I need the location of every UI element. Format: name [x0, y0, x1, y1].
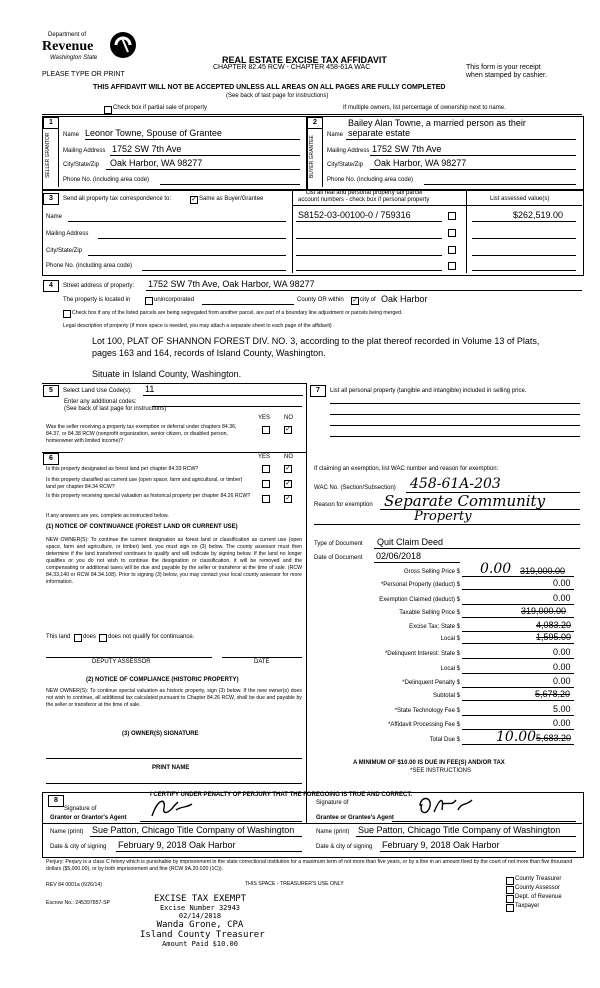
county-or-label: County OR within — [297, 297, 344, 303]
multiple-owners-note: If multiple owners, list percentage of ownership next to name. — [343, 105, 506, 111]
parcel-2-personal-checkbox[interactable] — [448, 229, 456, 237]
revenue-wordmark: Revenue — [42, 39, 94, 54]
subtotal-struck: 5,678.20 — [535, 689, 571, 699]
street-label: Street address of property: — [63, 283, 135, 289]
sec5-yes-header: YES — [258, 415, 271, 421]
partial-sale-checkbox[interactable] — [104, 106, 112, 114]
section-6-number: 6 — [43, 453, 59, 465]
notice-compliance-body: NEW OWNER(S): To continue special valuation as historic property, sign (3) below. If the new owner(s) does not wish to continue, all additional tax calculated pursuant to Chapter 84.26 RCW, shall be due and payable by the seller or transferor at the time of sale. — [46, 688, 302, 708]
does-checkbox[interactable] — [74, 634, 82, 642]
correspondence-city-label: City/State/Zip — [46, 248, 83, 254]
form-title: REAL ESTATE EXCISE TAX AFFIDAVIT — [222, 55, 387, 65]
sec5-no-checkbox[interactable]: ✓ — [285, 426, 291, 433]
unincorporated-label: unincorporated — [154, 297, 195, 303]
excise-state-struck: 4,083.20 — [536, 620, 572, 630]
owner-signature-title: (3) OWNER(S) SIGNATURE — [122, 731, 199, 737]
current-use-question: Is this property classified as current use (open space, farm and agricultural, or timber) land per chapter 84.34 RCW? — [46, 477, 243, 490]
grantor-date-label: Date & city of signing — [50, 844, 107, 850]
current-use-yes-checkbox[interactable] — [262, 480, 270, 488]
stamp-line-2: Excise Number 32943 — [159, 904, 241, 912]
buyer-name[interactable]: separate estate — [348, 128, 411, 138]
grantee-sig-label-2: Grantee or Grantee's Agent — [316, 815, 394, 821]
same-as-buyer-label: Same as Buyer/Grantee — [199, 196, 264, 202]
document-date[interactable]: 02/06/2018 — [376, 551, 422, 561]
does-not-label: does not qualify for continuance. — [108, 634, 195, 640]
legal-description-line-3[interactable]: Situate in Island County, Washington. — [92, 369, 242, 379]
section-2-number: 2 — [307, 117, 323, 129]
copy-county-assessor-checkbox[interactable] — [506, 886, 514, 894]
seller-name[interactable]: Leonor Towne, Spouse of Grantee — [85, 128, 222, 138]
personal-deduct[interactable]: 0.00 — [553, 578, 571, 588]
buyer-city[interactable]: Oak Harbor, WA 98277 — [374, 158, 467, 168]
located-in-label: The property is located in — [63, 297, 131, 303]
stamp-line-6: Amount Paid $10.00 — [162, 940, 238, 948]
grantor-signature-mark — [148, 796, 198, 820]
section-5-number: 5 — [43, 385, 59, 397]
exemption-claimed-label: Exemption Claimed (deduct) $ — [379, 597, 460, 603]
historic-yes-checkbox[interactable] — [262, 495, 270, 503]
city-of-checkbox[interactable]: ✓ — [352, 297, 358, 304]
seller-name-label: Name — [63, 132, 80, 138]
correspondence-phone-label: Phone No. (including area code) — [46, 263, 133, 269]
tech-fee[interactable]: 5.00 — [553, 704, 571, 714]
excise-state-label: Excise Tax: State $ — [409, 624, 460, 630]
parcel-3-personal-checkbox[interactable] — [448, 246, 456, 254]
escrow-number: Escrow No.: 245397857-SP — [46, 900, 111, 906]
stamp-line-3: 02/14/2018 — [178, 912, 222, 920]
grantor-sig-label-1: Signature of — [64, 806, 97, 812]
grantee-name-label: Name (print) — [316, 829, 350, 835]
dept-of: Department of — [48, 32, 87, 38]
grantor-name-label: Name (print) — [50, 829, 84, 835]
excise-local-label: Local $ — [440, 636, 460, 642]
total-due-label: Total Due $ — [429, 737, 460, 743]
exemption-claim-label: If claiming an exemption, list WAC number and reason for exemption: — [314, 466, 499, 472]
subtotal-label: Subtotal $ — [432, 693, 460, 699]
legal-description-label: Legal description of property (if more space is needed, you may attach a separate sheet to each page of the affidavit) — [63, 323, 332, 329]
buyer-name-line1[interactable]: Bailey Alan Towne, a married person as their — [348, 118, 526, 128]
does-label: does — [83, 634, 97, 640]
delinquent-state[interactable]: 0.00 — [553, 647, 571, 657]
affidavit-fee[interactable]: 0.00 — [553, 718, 571, 728]
delinquent-state-label: *Delinquent Interest: State $ — [384, 651, 460, 657]
reason-line-2[interactable]: Property — [414, 509, 472, 524]
sec5-yes-checkbox[interactable] — [262, 426, 270, 434]
section-7-number: 7 — [310, 385, 326, 397]
gross-handwritten[interactable]: 0.00 — [480, 561, 512, 577]
section-1-number: 1 — [43, 117, 59, 129]
historic-no-checkbox[interactable]: ✓ — [285, 495, 291, 502]
seller-mail[interactable]: 1752 SW 7th Ave — [112, 144, 182, 154]
land-use-code[interactable]: 11 — [145, 384, 155, 394]
deputy-assessor-label: DEPUTY ASSESSOR — [92, 659, 151, 665]
seller-side-label: SELLER GRANTOR — [45, 132, 51, 178]
buyer-mail[interactable]: 1752 SW 7th Ave — [372, 144, 442, 154]
delinquent-penalty-label: *Delinquent Penalty $ — [402, 680, 460, 686]
buyer-name-label: Name — [327, 132, 344, 138]
grantee-signature-mark — [414, 792, 478, 820]
total-due-handwritten[interactable]: 10.00 — [496, 729, 537, 745]
reason-label: Reason for exemption — [314, 502, 373, 508]
document-type-label: Type of Document — [314, 541, 363, 547]
exemption-question: Was the seller receiving a property tax exemption or deferral under chapters 84.36, 84.37, or 84.38 RCW (nonprofit organization, senior citizen, or disabled person, homeowner with limited income)? — [46, 424, 237, 444]
receipt-line-1: This form is your receipt — [466, 64, 541, 71]
this-land-label: This land — [46, 634, 71, 640]
sec6-yes-header: YES — [258, 454, 271, 460]
grantee-date-label: Date & city of signing — [316, 844, 373, 850]
taxable-struck: 319,000.00 — [521, 606, 567, 616]
correspondence-name-label: Name — [46, 214, 63, 220]
buyer-phone-label: Phone No. (including area code) — [327, 177, 414, 183]
assessed-header: List assessed value(s) — [490, 196, 550, 202]
historic-question: Is this property receiving special valuation as historical property per chapter 84.26 RCW? — [46, 493, 251, 499]
affidavit-fee-label: *Affidavit Processing Fee $ — [388, 722, 460, 728]
legal-description-line-2[interactable]: pages 163 and 164, records of Island County, Washington. — [92, 348, 326, 358]
certify-statement: I CERTIFY UNDER PENALTY OF PERJURY THAT THE FOREGOING IS TRUE AND CORRECT. — [150, 792, 413, 798]
assessed-value[interactable]: $262,519.00 — [513, 210, 564, 220]
see-back: (See back of last page for instructions) — [226, 93, 329, 99]
grantee-name[interactable]: Sue Patton, Chicago Title Company of Washington — [358, 825, 561, 835]
gross-struck: 319,000.00 — [520, 566, 566, 576]
deputy-date-label: DATE — [254, 659, 270, 665]
exempt-stamp — [140, 894, 265, 948]
delinquent-local[interactable]: 0.00 — [553, 662, 571, 672]
parcel-4-personal-checkbox[interactable] — [448, 262, 456, 270]
document-date-label: Date of Document — [314, 555, 363, 561]
excise-local-struck: 1,595.00 — [536, 632, 572, 642]
buyer-side-label: BUYER GRANTEE — [309, 135, 315, 178]
parcel-header-2: account numbers - check box if personal property — [298, 197, 430, 203]
parcel-1-personal-checkbox[interactable] — [448, 212, 456, 220]
property-city[interactable]: Oak Harbor — [381, 294, 428, 304]
land-use-label: Select Land Use Code(s): — [63, 388, 132, 394]
copy-dept-revenue-checkbox[interactable] — [506, 895, 514, 903]
copy-dept-revenue: Dept. of Revenue — [515, 894, 562, 900]
notice-continuance-title: (1) NOTICE OF CONTINUANCE (FOREST LAND OR CURRENT USE) — [46, 524, 238, 530]
forest-no-checkbox[interactable]: ✓ — [285, 465, 291, 472]
segregation-checkbox[interactable] — [63, 310, 71, 318]
wac-number[interactable]: 458-61A-203 — [410, 476, 501, 492]
seller-city-label: City/State/Zip — [63, 162, 100, 168]
partial-sale-label: Check box if partial sale of property — [113, 105, 208, 111]
delinquent-local-label: Local $ — [440, 666, 460, 672]
receipt-line-2: when stamped by cashier. — [466, 72, 547, 79]
section-8-number: 8 — [48, 795, 64, 807]
copy-county-assessor: County Assessor — [515, 885, 561, 891]
grantee-date[interactable]: February 9, 2018 Oak Harbor — [382, 840, 500, 850]
please-type: PLEASE TYPE OR PRINT — [42, 71, 125, 78]
sec5-no-header: NO — [284, 415, 293, 421]
forest-yes-checkbox[interactable] — [262, 465, 270, 473]
current-use-no-checkbox[interactable]: ✓ — [285, 480, 291, 487]
document-type[interactable]: Quit Claim Deed — [377, 537, 444, 547]
exemption-claimed[interactable]: 0.00 — [553, 593, 571, 603]
gross-label: Gross Selling Price $ — [403, 569, 460, 575]
stamp-line-5: Island County Treasurer — [140, 930, 265, 940]
notice-banner: THIS AFFIDAVIT WILL NOT BE ACCEPTED UNLESS ALL AREAS ON ALL PAGES ARE FULLY COMPLETED — [93, 84, 446, 91]
dor-logo — [42, 28, 147, 72]
personal-property-label: List all personal property (tangible and intangible) included in selling price. — [330, 388, 527, 394]
send-correspondence-label: Send all property tax correspondence to: — [63, 196, 172, 202]
copy-taxpayer-checkbox[interactable] — [506, 904, 514, 912]
additional-codes-hint: (See back of last page for instructions) — [64, 406, 167, 412]
delinquent-penalty[interactable]: 0.00 — [553, 676, 571, 686]
additional-codes-label: Enter any additional codes: — [64, 399, 137, 405]
washington-state: Washington State — [50, 55, 98, 61]
street-address[interactable]: 1752 SW 7th Ave, Oak Harbor, WA 98277 — [148, 279, 315, 289]
segregation-label: Check box if any of the listed parcels are being segregated from another parcel, are part of a boundary line adjustment or parcels being merged. — [72, 310, 403, 316]
grantee-sig-label-1: Signature of — [316, 800, 349, 806]
seller-city[interactable]: Oak Harbor, WA 98277 — [110, 158, 203, 168]
seller-phone-label: Phone No. (including area code) — [63, 177, 150, 183]
print-name-label: PRINT NAME — [152, 765, 190, 771]
notice-continuance-body: NEW OWNER(S): To continue the current designation as forest land or classification as current use (open space, farm and agriculture, or timber) land, you must sign on (3) below. The county assessor must then determine if the land transferred continues to qualify and will indicate by signing below. If the land no longer qualifies or you do not wish to continue the designation or classification, it will be removed and the compensating or additional taxes will be due and payable by the seller or transferor at the time of sale. (RCW 84.33.140 or RCW 84.34.108). Prior to signing (3) below, you may contact your local county assessor for more information. — [46, 537, 302, 585]
grantor-date[interactable]: February 9, 2018 Oak Harbor — [118, 840, 236, 850]
reason-line-1[interactable]: Separate Community — [384, 492, 546, 510]
stamp-line-1: EXCISE TAX EXEMPT — [153, 894, 247, 904]
parcel-header-1: List all real and personal property tax parcel — [306, 190, 423, 196]
grantor-name[interactable]: Sue Patton, Chicago Title Company of Washington — [92, 825, 295, 835]
form-revision: REV 84 0001a (6/26/14) — [46, 882, 102, 888]
form-chapter: CHAPTER 82.45 RCW - CHAPTER 458-61A WAC — [213, 64, 371, 71]
grantor-sig-label-2: Grantor or Grantor's Agent — [50, 815, 127, 821]
city-of-label: city of — [360, 297, 376, 303]
does-not-checkbox[interactable] — [99, 634, 107, 642]
buyer-city-label: City/State/Zip — [327, 162, 364, 168]
see-instructions: *SEE INSTRUCTIONS — [410, 768, 472, 774]
total-due-struck: 5,683.20 — [536, 733, 572, 743]
personal-deduct-label: *Personal Property (deduct) $ — [380, 582, 460, 588]
perjury-statement: Perjury: Perjury is a class C felony which is punishable by imprisonment in the state correctional institution for a maximum term of not more than five years, or by a fine in an amount fixed by the court of not more than five thousand dollars ($5,000.00), or by both imprisonment and fine (RCW 9A.20.020 (1C)). — [46, 859, 573, 872]
taxable-label: Taxable Selling Price $ — [399, 610, 460, 616]
legal-description-line-1[interactable]: Lot 100, PLAT OF SHANNON FOREST DIV. NO. 3, according to the plat thereof recorded in Volume 13 of Plats, — [92, 336, 540, 346]
buyer-mail-label: Mailing Address — [327, 148, 370, 154]
unincorporated-checkbox[interactable] — [145, 297, 153, 305]
if-yes-note: If any answers are yes, complete as instructed below. — [46, 513, 169, 519]
same-as-buyer-checkbox[interactable]: ✓ — [191, 196, 197, 203]
seller-mail-label: Mailing Address — [63, 148, 106, 154]
dor-logo-icon — [108, 30, 138, 60]
notice-compliance-title: (2) NOTICE OF COMPLIANCE (HISTORIC PROPERTY) — [86, 677, 239, 683]
forest-land-question: Is this property designated as forest land per chapter 84.33 RCW? — [46, 466, 199, 472]
sec6-no-header: NO — [284, 454, 293, 460]
minimum-fee-note: A MINIMUM OF $10.00 IS DUE IN FEE(S) AND/OR TAX — [353, 760, 505, 766]
correspondence-mail-label: Mailing Address — [46, 231, 89, 237]
section-4-number: 4 — [43, 280, 59, 292]
copy-county-treasurer-checkbox[interactable] — [506, 877, 514, 885]
tech-fee-label: *State Technology Fee $ — [394, 708, 460, 714]
wac-label: WAC No. (Section/Subsection) — [314, 485, 396, 491]
stamp-line-4: Wanda Grone, CPA — [156, 920, 244, 930]
section-3-number: 3 — [43, 193, 59, 205]
parcel-number[interactable]: S8152-03-00100-0 / 759316 — [298, 210, 411, 220]
copy-county-treasurer: County Treasurer — [515, 876, 562, 882]
treasurer-use-label: THIS SPACE - TREASURER'S USE ONLY — [245, 881, 344, 887]
copy-taxpayer: Taxpayer — [515, 903, 540, 909]
